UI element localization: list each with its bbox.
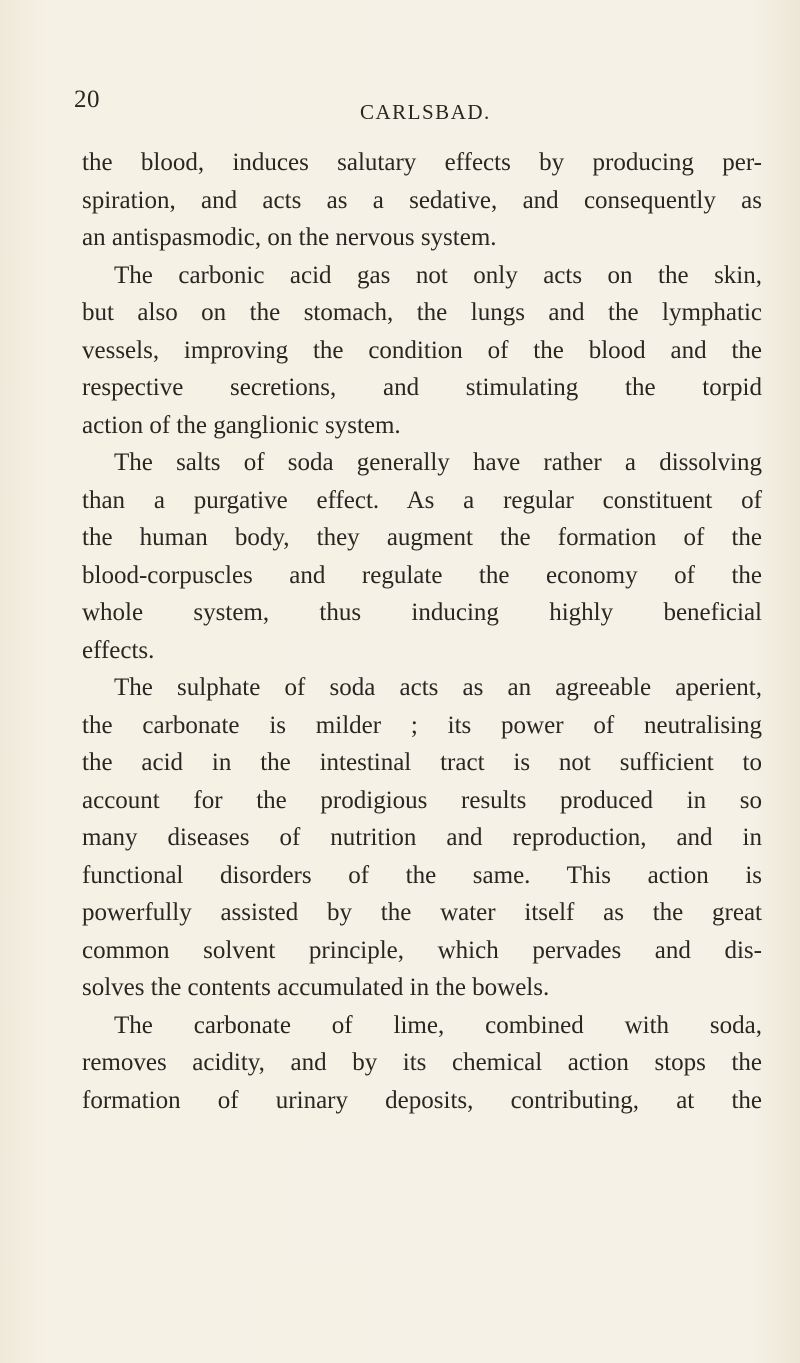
text-line: The sulphate of soda acts as an agreeable aperient, bbox=[114, 674, 762, 701]
page-number: 20 bbox=[74, 86, 100, 113]
text-line: formation of urinary deposits, contributing, at the bbox=[82, 1086, 762, 1114]
text-line: common solvent principle, which pervades and dis- bbox=[82, 936, 762, 964]
text-line: action of the ganglionic system. bbox=[82, 411, 401, 439]
text-line: functional disorders of the same. This action is bbox=[82, 861, 762, 889]
text-line: solves the contents accumulated in the bowels. bbox=[82, 974, 550, 1001]
text-line: than a purgative effect. As a regular constituent of bbox=[82, 486, 762, 514]
text-line: spiration, and acts as a sedative, and consequently as bbox=[82, 186, 762, 214]
running-head: CARLSBAD. bbox=[360, 100, 491, 124]
text-line: The carbonic acid gas not only acts on the skin, bbox=[114, 261, 762, 289]
text-line: the carbonate is milder ; its power of neutralising bbox=[82, 711, 762, 739]
text-line: The carbonate of lime, combined with soda, bbox=[114, 1011, 762, 1039]
text-line: but also on the stomach, the lungs and the lymphatic bbox=[82, 299, 762, 326]
text-line: whole system, thus inducing highly beneficial bbox=[82, 599, 762, 626]
page-header bbox=[0, 86, 800, 126]
text-line: the human body, they augment the formation of the bbox=[82, 524, 762, 551]
text-line: removes acidity, and by its chemical action stops the bbox=[82, 1049, 762, 1076]
text-line: The salts of soda generally have rather a dissolving bbox=[114, 449, 762, 476]
text-line: blood-corpuscles and regulate the economy of the bbox=[82, 561, 762, 589]
text-line: vessels, improving the condition of the blood and the bbox=[82, 336, 762, 364]
body-text bbox=[82, 144, 762, 1119]
text-line: the blood, induces salutary effects by producing per- bbox=[82, 149, 762, 176]
text-line: the acid in the intestinal tract is not sufficient to bbox=[82, 749, 762, 776]
text-line: account for the prodigious results produced in so bbox=[82, 786, 762, 814]
text-line: effects. bbox=[82, 636, 155, 664]
text-line: respective secretions, and stimulating the torpid bbox=[82, 374, 762, 401]
text-line: many diseases of nutrition and reproduction, and in bbox=[82, 824, 762, 851]
text-line: powerfully assisted by the water itself as the great bbox=[82, 899, 762, 926]
text-line: an antispasmodic, on the nervous system. bbox=[82, 224, 497, 251]
